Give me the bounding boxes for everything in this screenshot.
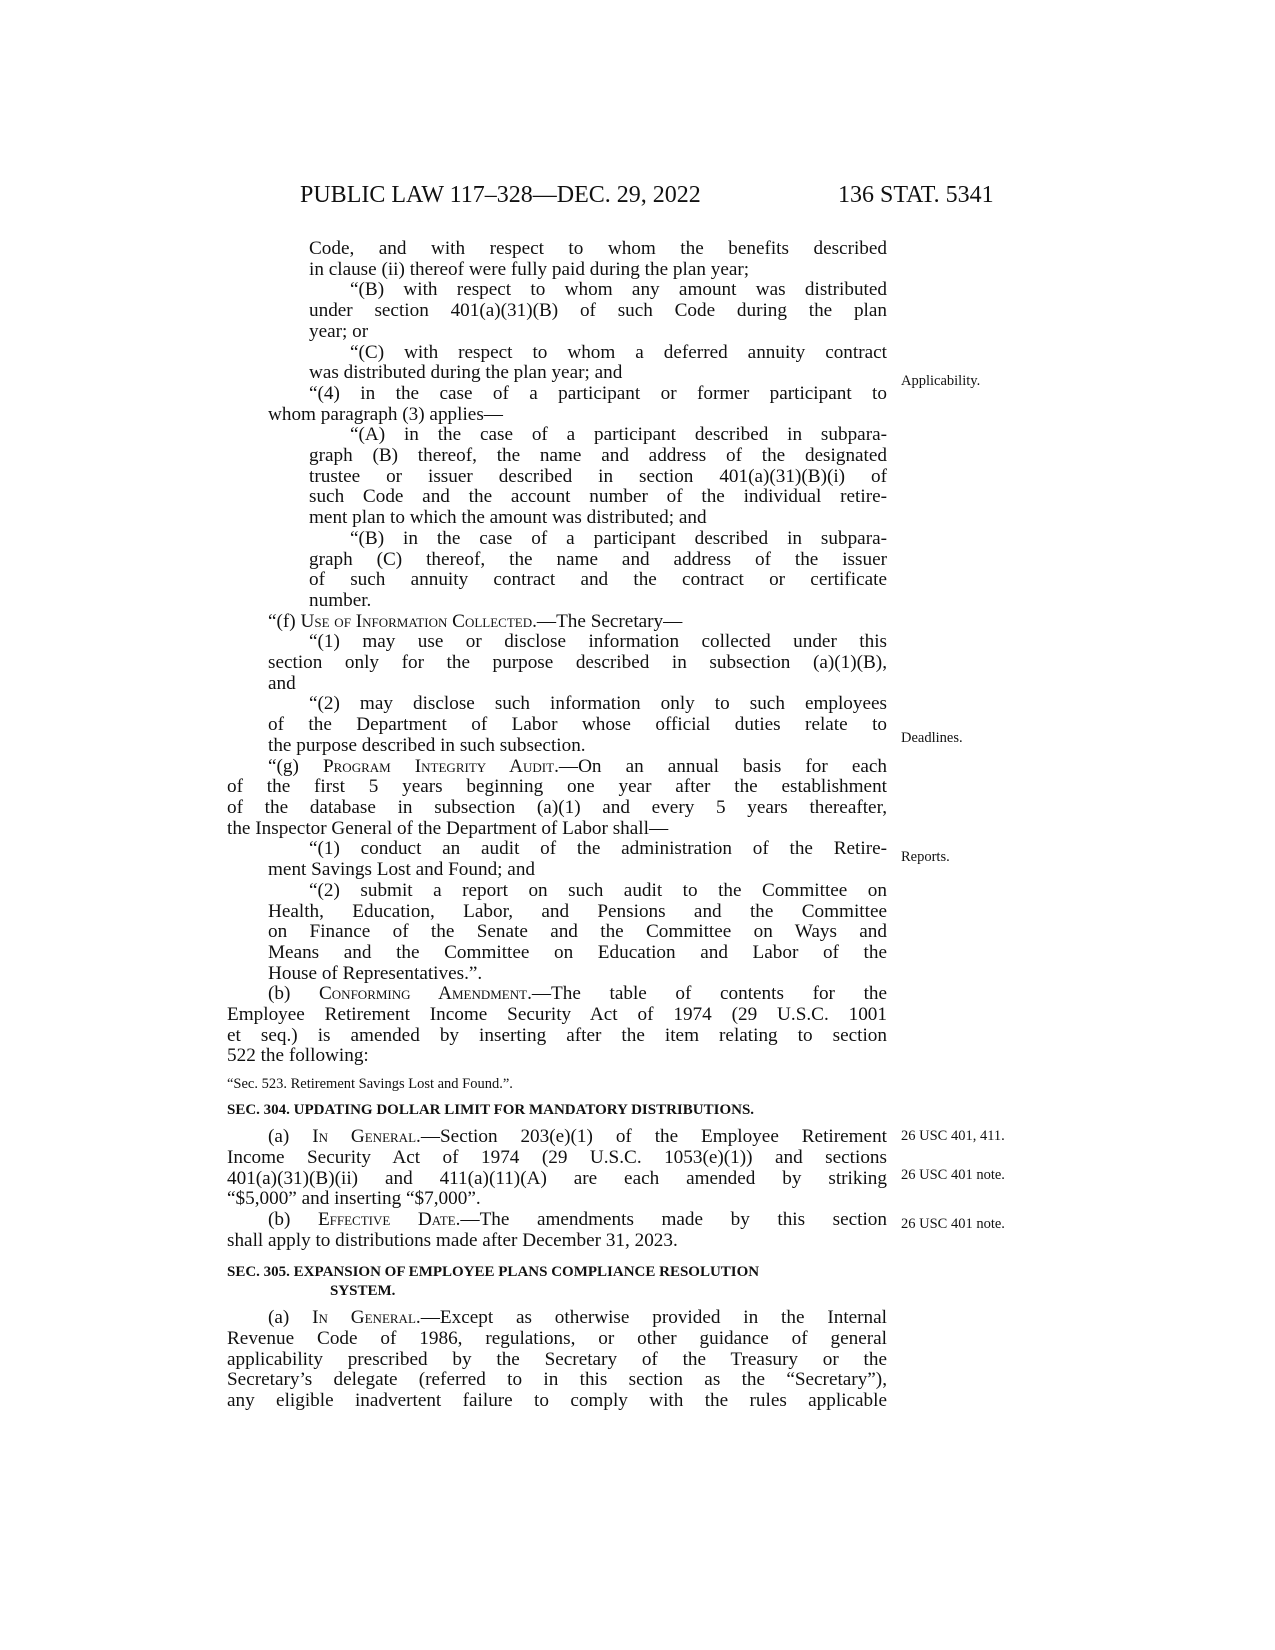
subsection-a-line: (a) In General.—Except as otherwise provided in the Internal — [268, 1307, 887, 1329]
section-304-heading: SEC. 304. UPDATING DOLLAR LIMIT FOR MANDATORY DISTRIBUTIONS. — [227, 1102, 755, 1119]
subsection-b-line: (b) Conforming Amendment.—The table of contents for the — [268, 983, 888, 1005]
text-line: “(2) submit a report on such audit to the Committee on — [309, 879, 887, 901]
text-line: “(4) in the case of a participant or former participant to — [309, 382, 887, 404]
margin-note-deadlines: Deadlines. — [901, 730, 963, 746]
text-line: “(C) with respect to whom a deferred annuity contract — [350, 341, 887, 363]
page-number: 136 STAT. 5341 — [838, 182, 994, 208]
subsection-g-line: “(g) Program Integrity Audit.—On an annual basis for each — [268, 755, 888, 777]
text-line: Code, and with respect to whom the benefits described — [309, 238, 887, 259]
text-line: applicability prescribed by the Secretary of the Treasury or the — [227, 1348, 887, 1370]
text-line: of such annuity contract and the contract or certificate — [309, 569, 887, 591]
text-line: “(1) conduct an audit of the administration of the Retire- — [309, 838, 887, 860]
text-line: Income Security Act of 1974 (29 U.S.C. 1053(e)(1)) and sections — [227, 1146, 887, 1168]
text-line: the purpose described in such subsection. — [268, 734, 586, 756]
text-line: trustee or issuer described in section 401(a)(31)(B)(i) of — [309, 465, 887, 487]
text-line: under section 401(a)(31)(B) of such Code during the plan — [309, 300, 887, 322]
text-line: House of Representatives.”. — [268, 962, 483, 984]
text-line: section only for the purpose described in subsection (a)(1)(B), — [268, 652, 887, 674]
text-line: “(B) in the case of a participant described in subpara- — [350, 527, 887, 549]
text-line: graph (C) thereof, the name and address of the issuer — [309, 548, 887, 570]
text-line: “$5,000” and inserting “$7,000”. — [227, 1188, 481, 1210]
text-line: whom paragraph (3) applies— — [268, 403, 503, 425]
page-header — [0, 182, 1275, 212]
text-line: Health, Education, Labor, and Pensions and the Committee — [268, 900, 887, 922]
section-305-heading: SEC. 305. EXPANSION OF EMPLOYEE PLANS COMPLIANCE RESOLUTION SYSTEM. — [227, 1264, 760, 1300]
text-line: et seq.) is amended by inserting after the item relating to section — [227, 1024, 887, 1046]
margin-note-reports: Reports. — [901, 849, 950, 865]
text-line: any eligible inadvertent failure to comply with the rules applicable — [227, 1390, 887, 1412]
running-title: PUBLIC LAW 117–328—DEC. 29, 2022 — [300, 182, 701, 208]
text-line: ment Savings Lost and Found; and — [268, 859, 536, 881]
toc-entry: “Sec. 523. Retirement Savings Lost and Found.”. — [227, 1076, 513, 1093]
margin-note-usc-401-411: 26 USC 401, 411. — [901, 1128, 1005, 1144]
text-line: 401(a)(31)(B)(ii) and 411(a)(11)(A) are each amended by striking — [227, 1167, 887, 1189]
text-line: 522 the following: — [227, 1045, 369, 1067]
text-line: ment plan to which the amount was distributed; and — [309, 507, 707, 529]
text-line: Employee Retirement Income Security Act of 1974 (29 U.S.C. 1001 — [227, 1004, 887, 1026]
text-line: was distributed during the plan year; and — [309, 362, 623, 384]
text-line: “(1) may use or disclose information collected under this — [309, 631, 887, 653]
subsection-f-line: “(f) Use of Information Collected.—The Secretary— — [268, 610, 683, 632]
text-line: “(A) in the case of a participant described in subpara- — [350, 424, 887, 446]
subsection-heading: Program Integrity Audit — [322, 755, 555, 777]
text-line: on Finance of the Senate and the Committee on Ways and — [268, 921, 887, 943]
subsection-heading: In General — [312, 1307, 416, 1329]
text-line: “(B) with respect to whom any amount was distributed — [350, 279, 887, 301]
subsection-heading: Effective Date — [317, 1208, 456, 1230]
margin-note-applicability: Applicability. — [901, 373, 981, 389]
text-line: the Inspector General of the Department of Labor shall— — [227, 817, 669, 839]
text-line: in clause (ii) thereof were fully paid during the plan year; — [309, 258, 750, 280]
margin-note-usc-401-note: 26 USC 401 note. — [901, 1167, 1005, 1183]
subsection-a-line: (a) In General.—Section 203(e)(1) of the Employee Retirement — [268, 1126, 887, 1148]
text-line: Revenue Code of 1986, regulations, or other guidance of general — [227, 1328, 887, 1350]
subsection-heading: In General — [312, 1126, 417, 1148]
text-line: shall apply to distributions made after December 31, 2023. — [227, 1229, 678, 1251]
text-line: Means and the Committee on Education and Labor of the — [268, 941, 887, 963]
margin-note-usc-401-note: 26 USC 401 note. — [901, 1216, 1005, 1232]
text-line: of the first 5 years beginning one year after the establishment — [227, 776, 887, 798]
text-line: year; or — [309, 320, 369, 342]
subsection-heading: Conforming Amendment — [319, 983, 528, 1005]
subsection-heading: Use of Information Collected — [300, 610, 533, 632]
subsection-b-line: (b) Effective Date.—The amendments made by this section — [268, 1208, 887, 1230]
text-line: graph (B) thereof, the name and address of the designated — [309, 445, 887, 467]
text-line: Secretary’s delegate (referred to in this section as the “Secretary”), — [227, 1369, 887, 1391]
text-line: “(2) may disclose such information only to such employees — [309, 693, 887, 715]
text-line: of the database in subsection (a)(1) and every 5 years thereafter, — [227, 796, 887, 818]
text-line: of the Department of Labor whose official duties relate to — [268, 714, 887, 736]
body-text — [227, 239, 887, 1412]
text-line: such Code and the account number of the individual retire- — [309, 486, 887, 508]
text-line: number. — [309, 589, 372, 611]
text-line: and — [268, 672, 296, 694]
